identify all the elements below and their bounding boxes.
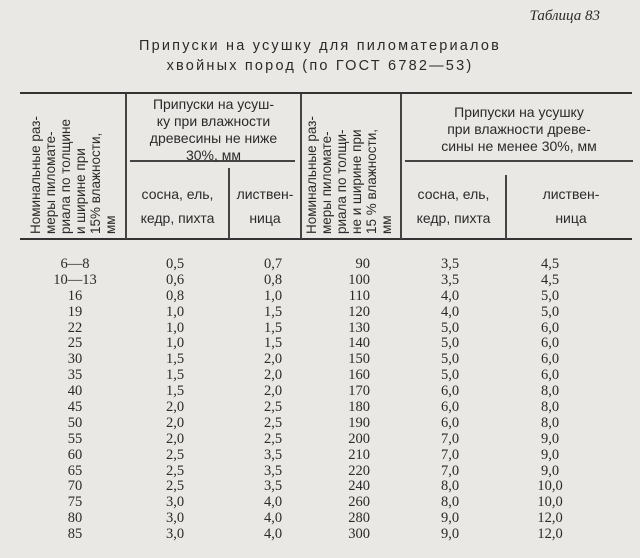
table-cell: 2,5 [165, 478, 185, 495]
table-cell: 9,0 [440, 526, 460, 543]
table-cell: 4,0 [263, 510, 283, 527]
table-cell: 7,0 [440, 462, 460, 479]
table-cell: 2,5 [263, 430, 283, 447]
header-bottom-rule [20, 238, 632, 240]
right-sizes-column [330, 257, 370, 543]
table-cell: 35 [67, 367, 83, 384]
table-cell: 110 [348, 287, 370, 304]
table-cell: 6—8 [60, 256, 90, 272]
table-cell: 2,0 [165, 414, 185, 431]
header-size-column: Номинальные раз- меры пиломате- риала по толщине и ширине при 15% влажности, мм [28, 116, 118, 234]
table-cell: 3,5 [440, 256, 460, 272]
header-pine-left: сосна, ель, кедр, пихта [140, 186, 215, 226]
table-cell: 8,0 [440, 478, 460, 495]
table-cell: 1,5 [263, 335, 283, 352]
table-cell: 100 [348, 271, 370, 288]
table-cell: 8,0 [540, 383, 560, 400]
table-cell: 1,0 [263, 287, 283, 304]
table-cell: 4,5 [540, 271, 560, 288]
table-cell: 3,0 [165, 510, 185, 527]
table-number: Таблица 83 [529, 8, 600, 24]
header-group-right: Припуски на усушку при влажности древе- сины не менее 30%, мм [441, 104, 597, 154]
table-cell: 1,5 [165, 351, 185, 368]
table-cell: 130 [348, 319, 370, 336]
table-cell: 5,0 [440, 367, 460, 384]
table-cell: 3,0 [165, 494, 185, 511]
table-cell: 3,5 [263, 462, 283, 479]
table-cell: 40 [67, 383, 83, 400]
table-cell: 45 [67, 399, 83, 416]
table-cell: 65 [67, 462, 83, 479]
table-cell: 9,0 [540, 462, 560, 479]
table-cell: 200 [348, 430, 370, 447]
table-cell: 5,0 [540, 303, 560, 320]
table-cell: 220 [348, 462, 370, 479]
table-cell: 10—13 [53, 271, 97, 288]
table-title-line1: Припуски на усушку для пиломатериалов [138, 38, 502, 54]
table-cell: 2,0 [263, 383, 283, 400]
table-cell: 2,0 [263, 367, 283, 384]
table-cell: 5,0 [440, 335, 460, 352]
table-cell: 6,0 [540, 319, 560, 336]
table-cell: 3,5 [440, 271, 460, 288]
header-larch-left: листвен- ница [236, 186, 294, 226]
table-cell: 6,0 [440, 399, 460, 416]
table-cell: 16 [67, 287, 83, 304]
table-cell: 0,7 [263, 256, 283, 272]
table-cell: 0,6 [165, 271, 185, 288]
table-cell: 9,0 [540, 446, 560, 463]
table-cell: 1,5 [165, 367, 185, 384]
table-cell: 2,5 [165, 462, 185, 479]
table-cell: 22 [67, 319, 83, 336]
table-cell: 5,0 [440, 319, 460, 336]
table-cell: 30 [67, 351, 83, 368]
header-larch-right: листвен- ница [542, 186, 600, 226]
table-cell: 280 [348, 510, 370, 527]
right-pine-column [425, 257, 475, 543]
table-cell: 2,5 [263, 399, 283, 416]
table-cell: 70 [67, 478, 83, 495]
table-cell: 1,5 [263, 303, 283, 320]
table-cell: 3,5 [263, 446, 283, 463]
table-cell: 75 [67, 494, 83, 511]
table-cell: 260 [348, 494, 370, 511]
table-cell: 120 [348, 303, 370, 320]
table-cell: 6,0 [440, 414, 460, 431]
table-cell: 1,5 [165, 383, 185, 400]
table-cell: 1,0 [165, 303, 185, 320]
table-cell: 7,0 [440, 446, 460, 463]
header-size-column-2: Номинальные раз- меры пиломате- риала по толщи- не и ширине при 15 % влажности, мм [304, 116, 394, 234]
table-cell: 10,0 [537, 494, 563, 511]
header-pine-right: сосна, ель, кедр, пихта [416, 186, 491, 226]
table-cell: 12,0 [537, 510, 563, 527]
table-cell: 2,5 [165, 446, 185, 463]
table-cell: 8,0 [540, 414, 560, 431]
header-group-left: Припуски на усуш- ку при влажности древесины не ниже 30%, мм [149, 96, 278, 163]
table-cell: 5,0 [440, 351, 460, 368]
table-cell: 3,5 [263, 478, 283, 495]
table-cell: 80 [67, 510, 83, 527]
table-cell: 90 [355, 256, 370, 272]
table-cell: 150 [348, 351, 370, 368]
table-cell: 2,0 [263, 351, 283, 368]
table-cell: 6,0 [540, 335, 560, 352]
table-cell: 85 [67, 526, 83, 543]
table-cell: 19 [67, 303, 83, 320]
table-cell: 0,8 [263, 271, 283, 288]
table-title-line2: хвойных пород (по ГОСТ 6782—53) [166, 58, 474, 74]
header-top-rule [20, 92, 632, 94]
table-cell: 6,0 [540, 351, 560, 368]
table-cell: 60 [67, 446, 83, 463]
table-cell: 4,0 [263, 526, 283, 543]
table-cell: 190 [348, 414, 370, 431]
table-cell: 1,5 [263, 319, 283, 336]
table-cell: 50 [67, 414, 83, 431]
left-sizes-column [40, 257, 110, 543]
table-cell: 170 [348, 383, 370, 400]
table-cell: 180 [348, 399, 370, 416]
table-cell: 4,0 [440, 287, 460, 304]
right-larch-column [525, 257, 575, 543]
table-cell: 0,8 [165, 287, 185, 304]
table-cell: 140 [348, 335, 370, 352]
right-group-divider [405, 160, 633, 162]
table-cell: 1,0 [165, 319, 185, 336]
table-cell: 6,0 [540, 367, 560, 384]
table-cell: 3,0 [165, 526, 185, 543]
table-cell: 4,0 [263, 494, 283, 511]
table-cell: 2,0 [165, 399, 185, 416]
left-larch-column [248, 257, 298, 543]
table-cell: 8,0 [440, 494, 460, 511]
table-cell: 210 [348, 446, 370, 463]
table-cell: 0,5 [165, 256, 185, 272]
table-cell: 2,5 [263, 414, 283, 431]
left-pine-column [150, 257, 200, 543]
table-cell: 10,0 [537, 478, 563, 495]
table-cell: 4,0 [440, 303, 460, 320]
table-cell: 12,0 [537, 526, 563, 543]
table-cell: 55 [67, 430, 83, 447]
table-cell: 7,0 [440, 430, 460, 447]
table-cell: 4,5 [540, 256, 560, 272]
table-cell: 8,0 [540, 399, 560, 416]
table-cell: 300 [348, 526, 370, 543]
table-cell: 25 [67, 335, 83, 352]
table-cell: 9,0 [540, 430, 560, 447]
table-cell: 9,0 [440, 510, 460, 527]
table-cell: 160 [348, 367, 370, 384]
table-cell: 5,0 [540, 287, 560, 304]
table-cell: 6,0 [440, 383, 460, 400]
table-cell: 1,0 [165, 335, 185, 352]
table-cell: 2,0 [165, 430, 185, 447]
table-cell: 240 [348, 478, 370, 495]
col-divider [300, 94, 302, 239]
